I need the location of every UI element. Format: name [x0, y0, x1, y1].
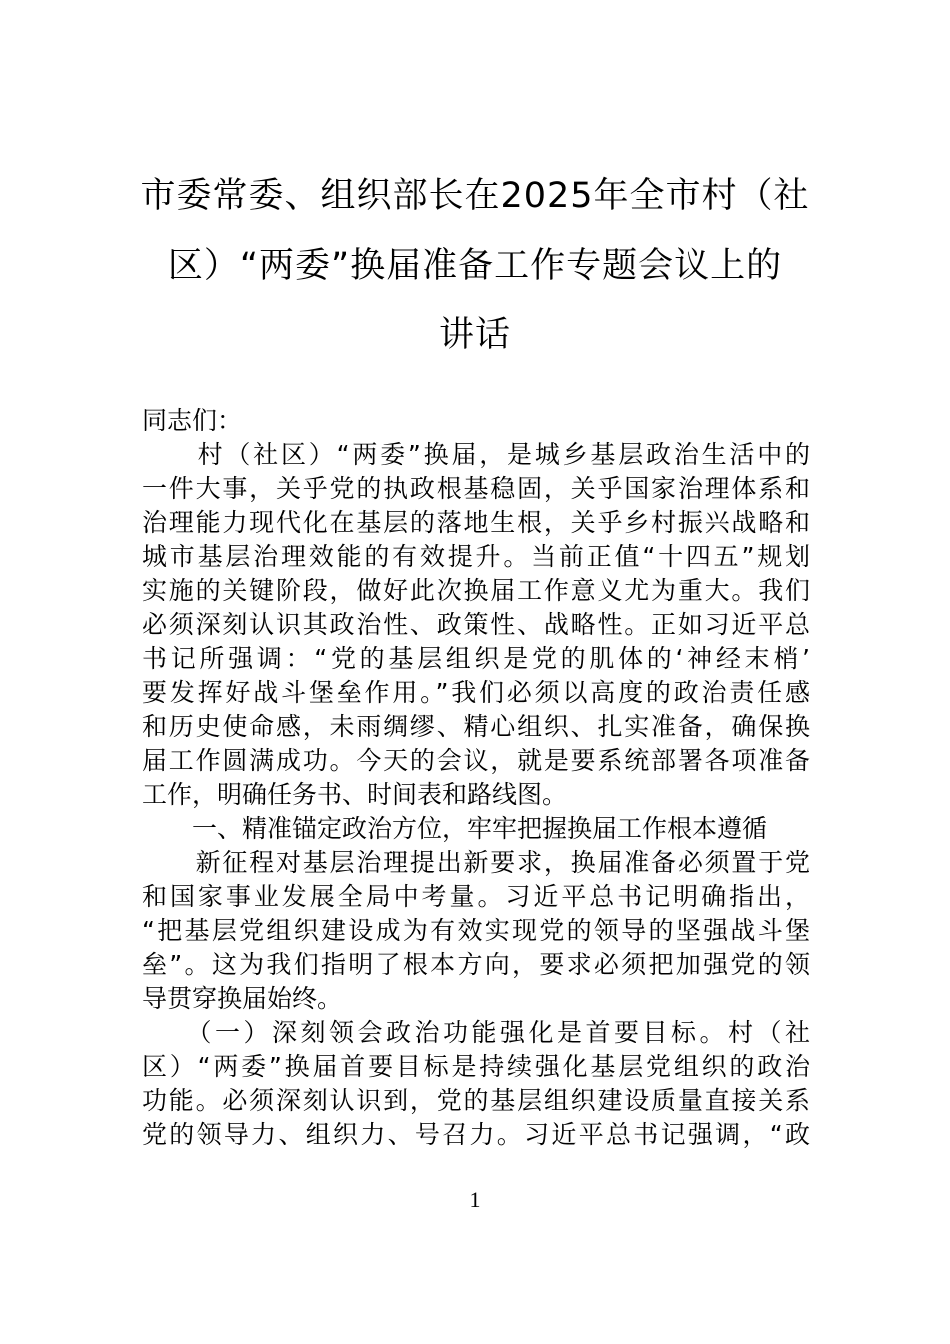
body-line: “把基层党组织建设成为有效实现党的领导的坚强战斗堡	[142, 916, 810, 945]
title-line-1: 市委常委、组织部长在2025年全市村（社	[140, 176, 810, 216]
body-line: 治理能力现代化在基层的落地生根，关乎乡村振兴战略和	[142, 508, 810, 537]
body-line: 新征程对基层治理提出新要求，换届准备必须置于党	[142, 848, 810, 877]
body-line: 届工作圆满成功。今天的会议，就是要系统部署各项准备	[142, 746, 810, 775]
body-line: 和历史使命感，未雨绸缪、精心组织、扎实准备，确保换	[142, 712, 810, 741]
body-line: 实施的关键阶段，做好此次换届工作意义尤为重大。我们	[142, 576, 810, 605]
greeting: 同志们：	[142, 406, 243, 435]
body-line: （一）深刻领会政治功能强化是首要目标。村（社	[142, 1018, 810, 1047]
body-line: 必须深刻认识其政治性、政策性、战略性。正如习近平总	[142, 610, 810, 639]
body-line: 区）“两委”换届首要目标是持续强化基层党组织的政治	[142, 1052, 810, 1081]
body-line: 书记所强调：“党的基层组织是党的肌体的‘神经末梢’	[142, 644, 810, 673]
body-line: 党的领导力、组织力、号召力。习近平总书记强调，“政	[142, 1120, 810, 1149]
body-line: 垒”。这为我们指明了根本方向，要求必须把加强党的领	[142, 950, 810, 979]
page-number: 1	[469, 1187, 481, 1212]
section-heading: 一、精准锚定政治方位，牢牢把握换届工作根本遵循	[142, 814, 768, 843]
title-line-3: 讲话	[438, 315, 511, 355]
body-line: 要发挥好战斗堡垒作用。”我们必须以高度的政治责任感	[142, 678, 810, 707]
body-line: 导贯穿换届始终。	[142, 984, 343, 1013]
body-line: 和国家事业发展全局中考量。习近平总书记明确指出，	[142, 882, 810, 911]
body-line: 功能。必须深刻认识到，党的基层组织建设质量直接关系	[142, 1086, 810, 1115]
body-line: 城市基层治理效能的有效提升。当前正值“十四五”规划	[142, 542, 810, 571]
body-line: 一件大事，关乎党的执政根基稳固，关乎国家治理体系和	[142, 474, 810, 503]
title-line-2: 区）“两委”换届准备工作专题会议上的	[167, 246, 783, 286]
body-line: 村（社区）“两委”换届，是城乡基层政治生活中的	[142, 440, 810, 469]
body-line: 工作，明确任务书、时间表和路线图。	[142, 780, 568, 809]
